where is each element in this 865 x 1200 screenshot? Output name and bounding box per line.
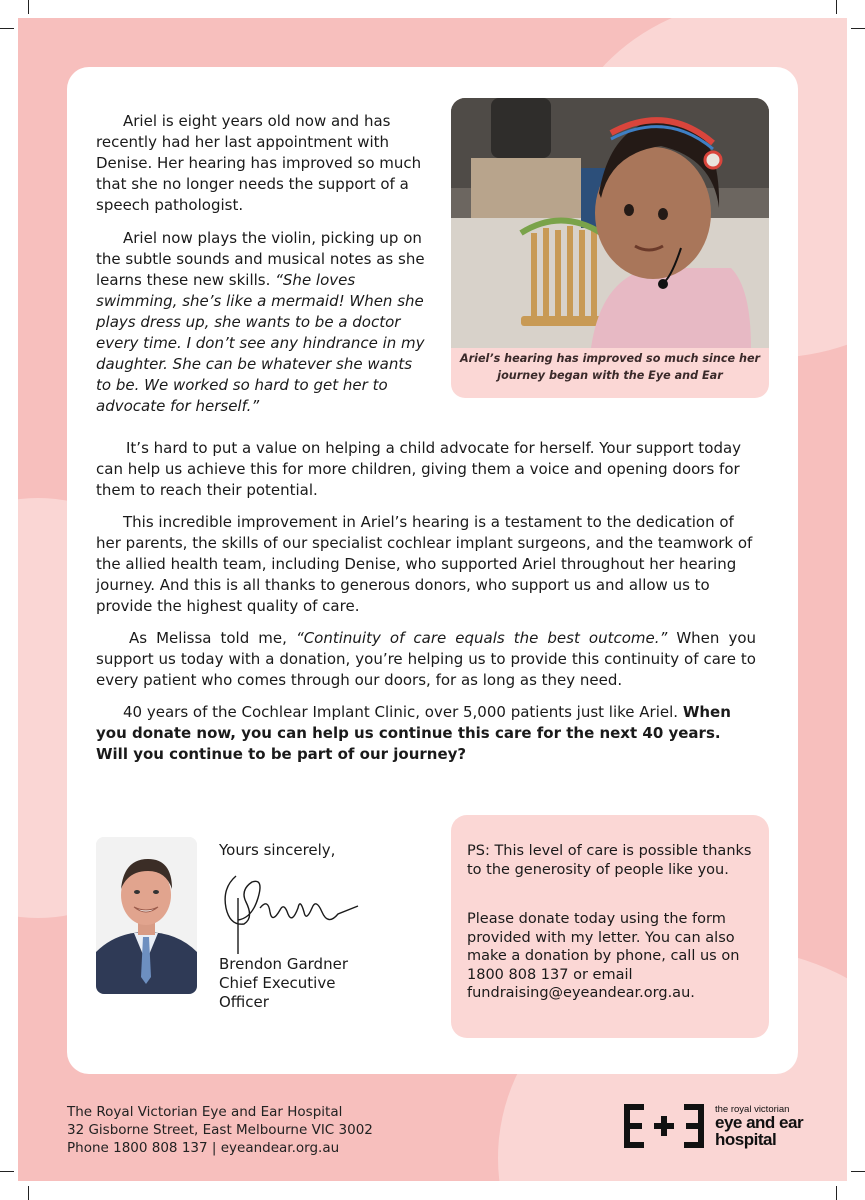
paragraph-appeal [96,702,756,765]
ps-donate-info: Please donate today using the form provided with my letter. You can also make a donation by phone, call us on 1800 808 137 or email fundraising@eyeandear.org.au. [467,911,740,1001]
closing-salutation: Yours sincerely, [219,841,336,859]
crop-mark [836,0,837,14]
footer-contact: Phone 1800 808 137 | eyeandear.org.au [67,1140,340,1156]
ariel-photo [451,98,769,348]
footer-org-name: The Royal Victorian Eye and Ear Hospital [67,1104,343,1120]
ceo-portrait [96,837,197,994]
paragraph-advocacy: It’s hard to put a value on helping a child advocate for herself. Your support today can help us achieve this for more children, giving them a voice and opening doors for them to reach their potential. [96,439,742,499]
signature [214,868,364,958]
crop-mark [836,1186,837,1200]
crop-mark [0,28,14,29]
ps-thanks: PS: This level of care is possible thanks to the generosity of people like you. [467,843,752,878]
footer-street: 32 Gisborne Street, East Melbourne VIC 3002 [67,1122,373,1138]
paragraph-intro: Ariel is eight years old now and has recently had her last appointment with Denise. Her hearing has improved so much that she no longer needs the support of a speech pathologist. [96,112,422,214]
ps-box [451,815,769,1038]
ceo-title-line2: Officer [219,993,269,1011]
donation-call-to-action: When you donate now, you can help us continue this care for the next 40 years. Will you continue to be part of our journey? [96,703,731,763]
photo-caption: Ariel’s hearing has improved so much since her journey began with the Eye and Ear [459,352,761,382]
ariel-photo-card [451,98,769,398]
eye-and-ear-logo-icon [624,1104,704,1148]
logo-wordmark [715,1104,803,1148]
crop-mark [851,28,865,29]
paragraph-violin [96,228,428,417]
logo-line1: the royal victorian [715,1104,790,1115]
logo-line3: hospital [715,1130,777,1149]
logo-line2: eye and ear [715,1113,804,1132]
ceo-photo [96,837,197,994]
mother-quote: “She loves swimming, she’s like a mermaid! When she plays dress up, she wants to be a doctor every time. I don’t see any hindrance in my daughter. She can be whatever she wants to be. We worked so hard to get her to advocate for herself.” [96,271,425,415]
paragraph-continuity-lead: As Melissa told me, [129,629,296,647]
paragraph-improvement: This incredible improvement in Ariel’s hearing is a testament to the dedication of her parents, the skills of our specialist cochlear implant surgeons, and the teamwork of the allied health team, including Denise, who supported Ariel throughout her hearing journey. And this is all thanks to generous donors, who support us and allow us to provide the highest quality of care. [96,513,753,615]
paragraph-continuity-rest: When you support us today with a donation, you’re helping us to provide this continuity of care to every patient who comes through our doors, for as long as they need. [96,629,757,689]
paragraph-violin-text: Ariel now plays the violin, picking up on the subtle sounds and musical notes as she learns these new skills. [96,229,425,289]
paragraph-continuity [96,628,756,691]
paragraph-appeal-text: 40 years of the Cochlear Implant Clinic, over 5,000 patients just like Ariel. [123,703,683,721]
crop-mark [28,1186,29,1200]
footer-address [67,1103,373,1157]
crop-mark [0,1171,14,1172]
crop-mark [28,0,29,14]
ceo-name: Brendon Gardner [219,955,348,973]
crop-mark [851,1171,865,1172]
melissa-quote: “Continuity of care equals the best outcome.” [295,629,668,647]
ceo-title-line1: Chief Executive [219,974,336,992]
